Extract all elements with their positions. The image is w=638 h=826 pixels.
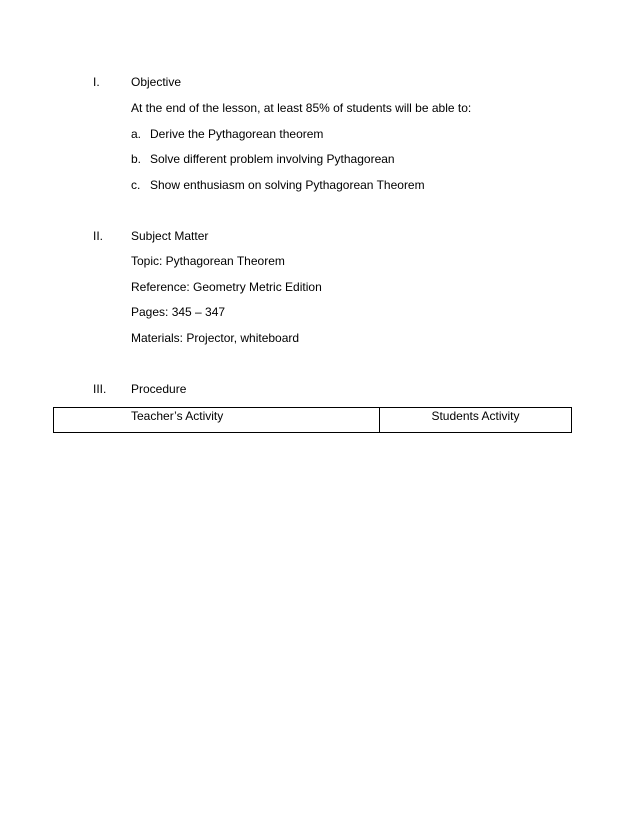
teacher-activity-header: Teacher’s Activity: [54, 408, 380, 433]
procedure-table: [53, 407, 572, 433]
section-1-numeral: I.: [93, 75, 100, 89]
subject-topic: Topic: Pythagorean Theorem: [131, 254, 285, 268]
section-3-numeral: III.: [93, 382, 107, 396]
subject-pages: Pages: 345 – 347: [131, 305, 226, 319]
section-3-heading: Procedure: [131, 382, 187, 396]
table-header-row: [54, 408, 572, 433]
section-2-numeral: II.: [93, 229, 104, 243]
objective-item-text: Show enthusiasm on solving Pythagorean Theorem: [150, 178, 425, 192]
section-2-heading: Subject Matter: [131, 229, 209, 243]
objective-intro: At the end of the lesson, at least 85% of students will be able to:: [131, 101, 472, 115]
students-activity-header: Students Activity: [380, 408, 572, 433]
section-1-heading: Objective: [131, 75, 182, 89]
objective-item-letter: c.: [131, 178, 141, 192]
subject-materials: Materials: Projector, whiteboard: [131, 331, 300, 345]
objective-item-letter: a.: [131, 127, 142, 141]
objective-item-letter: b.: [131, 152, 142, 166]
objective-item-text: Derive the Pythagorean theorem: [150, 127, 324, 141]
subject-reference: Reference: Geometry Metric Edition: [131, 280, 322, 294]
objective-item-text: Solve different problem involving Pythagorean: [150, 152, 395, 166]
